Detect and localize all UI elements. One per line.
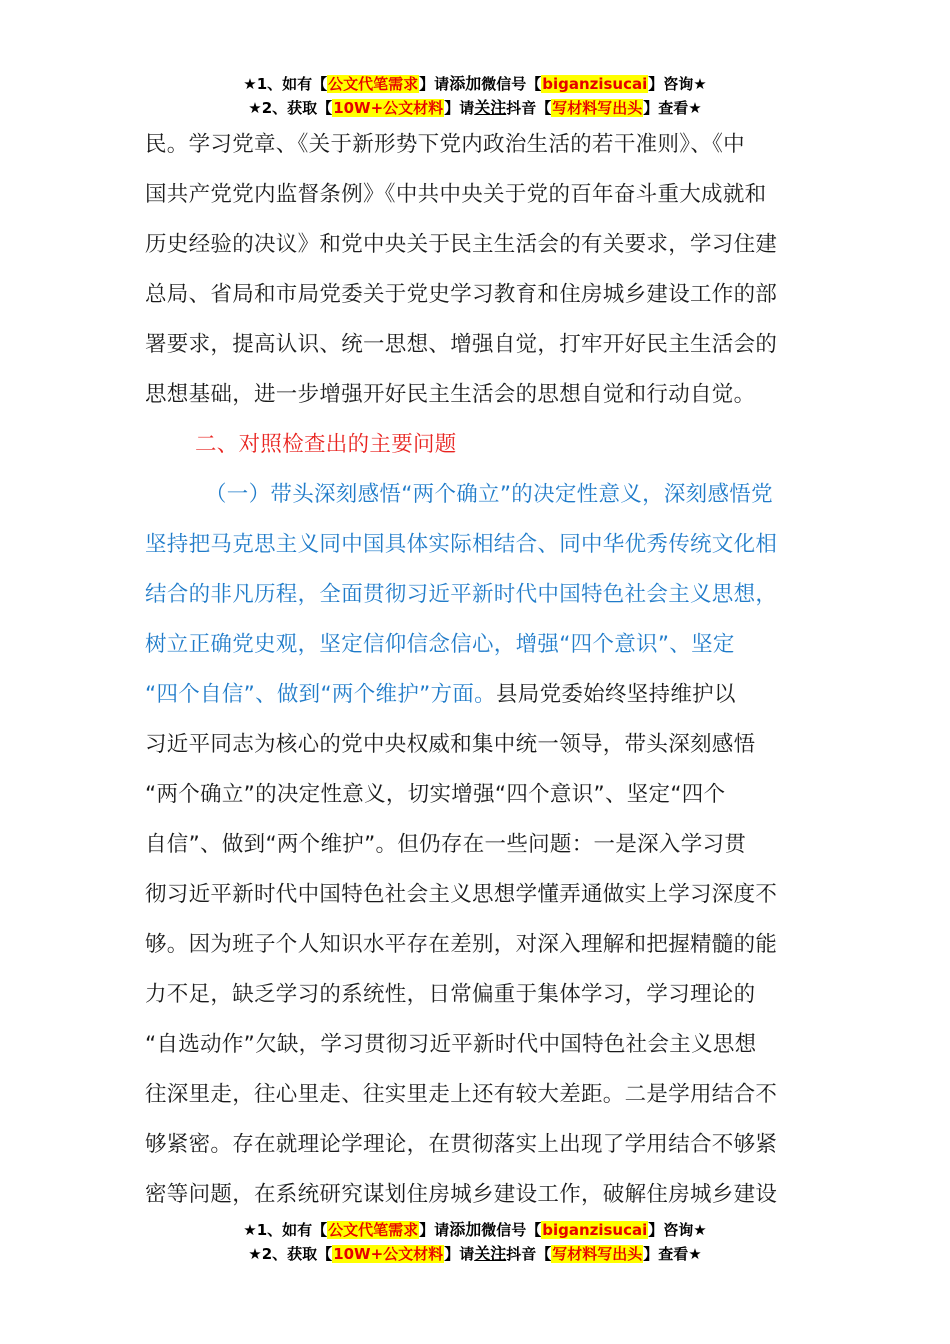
subsection-heading-line: 结合的非凡历程，全面贯彻习近平新时代中国特色社会主义思想， <box>145 582 778 607</box>
banner-text: 微信号【 <box>481 75 542 93</box>
body-line: 思想基础，进一步增强开好民主生活会的思想自觉和行动自觉。 <box>145 382 756 407</box>
body-line: 彻习近平新时代中国特色社会主义思想学懂弄通做实上学习深度不 <box>145 882 778 907</box>
banner-text: 抖音【 <box>506 99 552 117</box>
top-banner <box>0 72 950 120</box>
banner-line-1 <box>0 72 950 96</box>
body-line: 民。学习党章、《关于新形势下党内政治生活的若干准则》、《中 <box>145 132 745 157</box>
body-line: 国共产党党内监督条例》《中共中央关于党的百年奋斗重大成就和 <box>145 182 767 207</box>
banner-text: ★1、如有【 <box>243 75 328 93</box>
banner-text: ★1、如有【 <box>243 1221 328 1239</box>
body-line: 自信”、做到“两个维护”。但仍存在一些问题：一是深入学习贯 <box>145 832 747 857</box>
banner-text: 】请 <box>419 75 450 93</box>
banner-text: 抖音【 <box>506 1245 552 1263</box>
banner-highlight: 公文代笔需求 <box>328 75 419 93</box>
banner-line-1 <box>0 1218 950 1242</box>
body-text: 县局党委始终坚持维护以 <box>495 682 736 707</box>
banner-emphasis: 添加 <box>449 1220 482 1239</box>
body-line: 密等问题，在系统研究谋划住房城乡建设工作，破解住房城乡建设 <box>145 1182 778 1207</box>
mixed-line <box>145 670 805 720</box>
subsection-heading-line: 坚持把马克思主义同中国具体实际相结合、同中华优秀传统文化相 <box>145 532 778 557</box>
body-line: 习近平同志为核心的党中央权威和集中统一领导，带头深刻感悟 <box>145 732 756 757</box>
body-line: “两个确立”的决定性意义，切实增强“四个意识”、坚定“四个 <box>145 782 726 807</box>
banner-emphasis: 关注 <box>474 1244 507 1263</box>
banner-highlight: 10W+公文材料 <box>333 99 444 117</box>
body-line: 够。因为班子个人知识水平存在差别，对深入理解和把握精髓的能 <box>145 932 778 957</box>
body-line: 力不足，缺乏学习的系统性，日常偏重于集体学习，学习理论的 <box>145 982 756 1007</box>
banner-line-2 <box>0 96 950 120</box>
body-line: 署要求，提高认识、统一思想、增强自觉，打牢开好民主生活会的 <box>145 332 778 357</box>
banner-line-2 <box>0 1242 950 1266</box>
banner-text: 】请 <box>444 1245 475 1263</box>
banner-text: ★2、获取【 <box>248 99 333 117</box>
banner-text: 】查看★ <box>643 1245 702 1263</box>
bottom-banner <box>0 1218 950 1266</box>
banner-douyin-id: 写材料写出头 <box>552 1245 643 1263</box>
section-heading: 二、对照检查出的主要问题 <box>195 432 457 457</box>
banner-emphasis: 添加 <box>449 74 482 93</box>
banner-highlight: 公文代笔需求 <box>328 1221 419 1239</box>
banner-text: 】请 <box>444 99 475 117</box>
banner-wechat-id: biganzisucai <box>542 75 648 93</box>
banner-text: 】查看★ <box>643 99 702 117</box>
banner-text: ★2、获取【 <box>248 1245 333 1263</box>
banner-text: 】咨询★ <box>648 75 707 93</box>
banner-douyin-id: 写材料写出头 <box>552 99 643 117</box>
document-body <box>145 120 805 1220</box>
banner-text: 微信号【 <box>481 1221 542 1239</box>
banner-emphasis: 关注 <box>474 98 507 117</box>
banner-text: 】咨询★ <box>648 1221 707 1239</box>
subsection-heading-end: “四个自信”、做到“两个维护”方面。 <box>145 682 496 707</box>
subsection-heading-line: （一）带头深刻感悟“两个确立”的决定性意义，深刻感悟党 <box>205 482 773 507</box>
body-line: “自选动作”欠缺，学习贯彻习近平新时代中国特色社会主义思想 <box>145 1032 757 1057</box>
subsection-heading-line: 树立正确党史观，坚定信仰信念信心，增强“四个意识”、坚定 <box>145 632 735 657</box>
body-line: 历史经验的决议》和党中央关于民主生活会的有关要求，学习住建 <box>145 232 778 257</box>
body-line: 够紧密。存在就理论学理论，在贯彻落实上出现了学用结合不够紧 <box>145 1132 778 1157</box>
banner-highlight: 10W+公文材料 <box>333 1245 444 1263</box>
banner-wechat-id: biganzisucai <box>542 1221 648 1239</box>
body-line: 总局、省局和市局党委关于党史学习教育和住房城乡建设工作的部 <box>145 282 778 307</box>
banner-text: 】请 <box>419 1221 450 1239</box>
body-line: 往深里走，往心里走、往实里走上还有较大差距。二是学用结合不 <box>145 1082 778 1107</box>
